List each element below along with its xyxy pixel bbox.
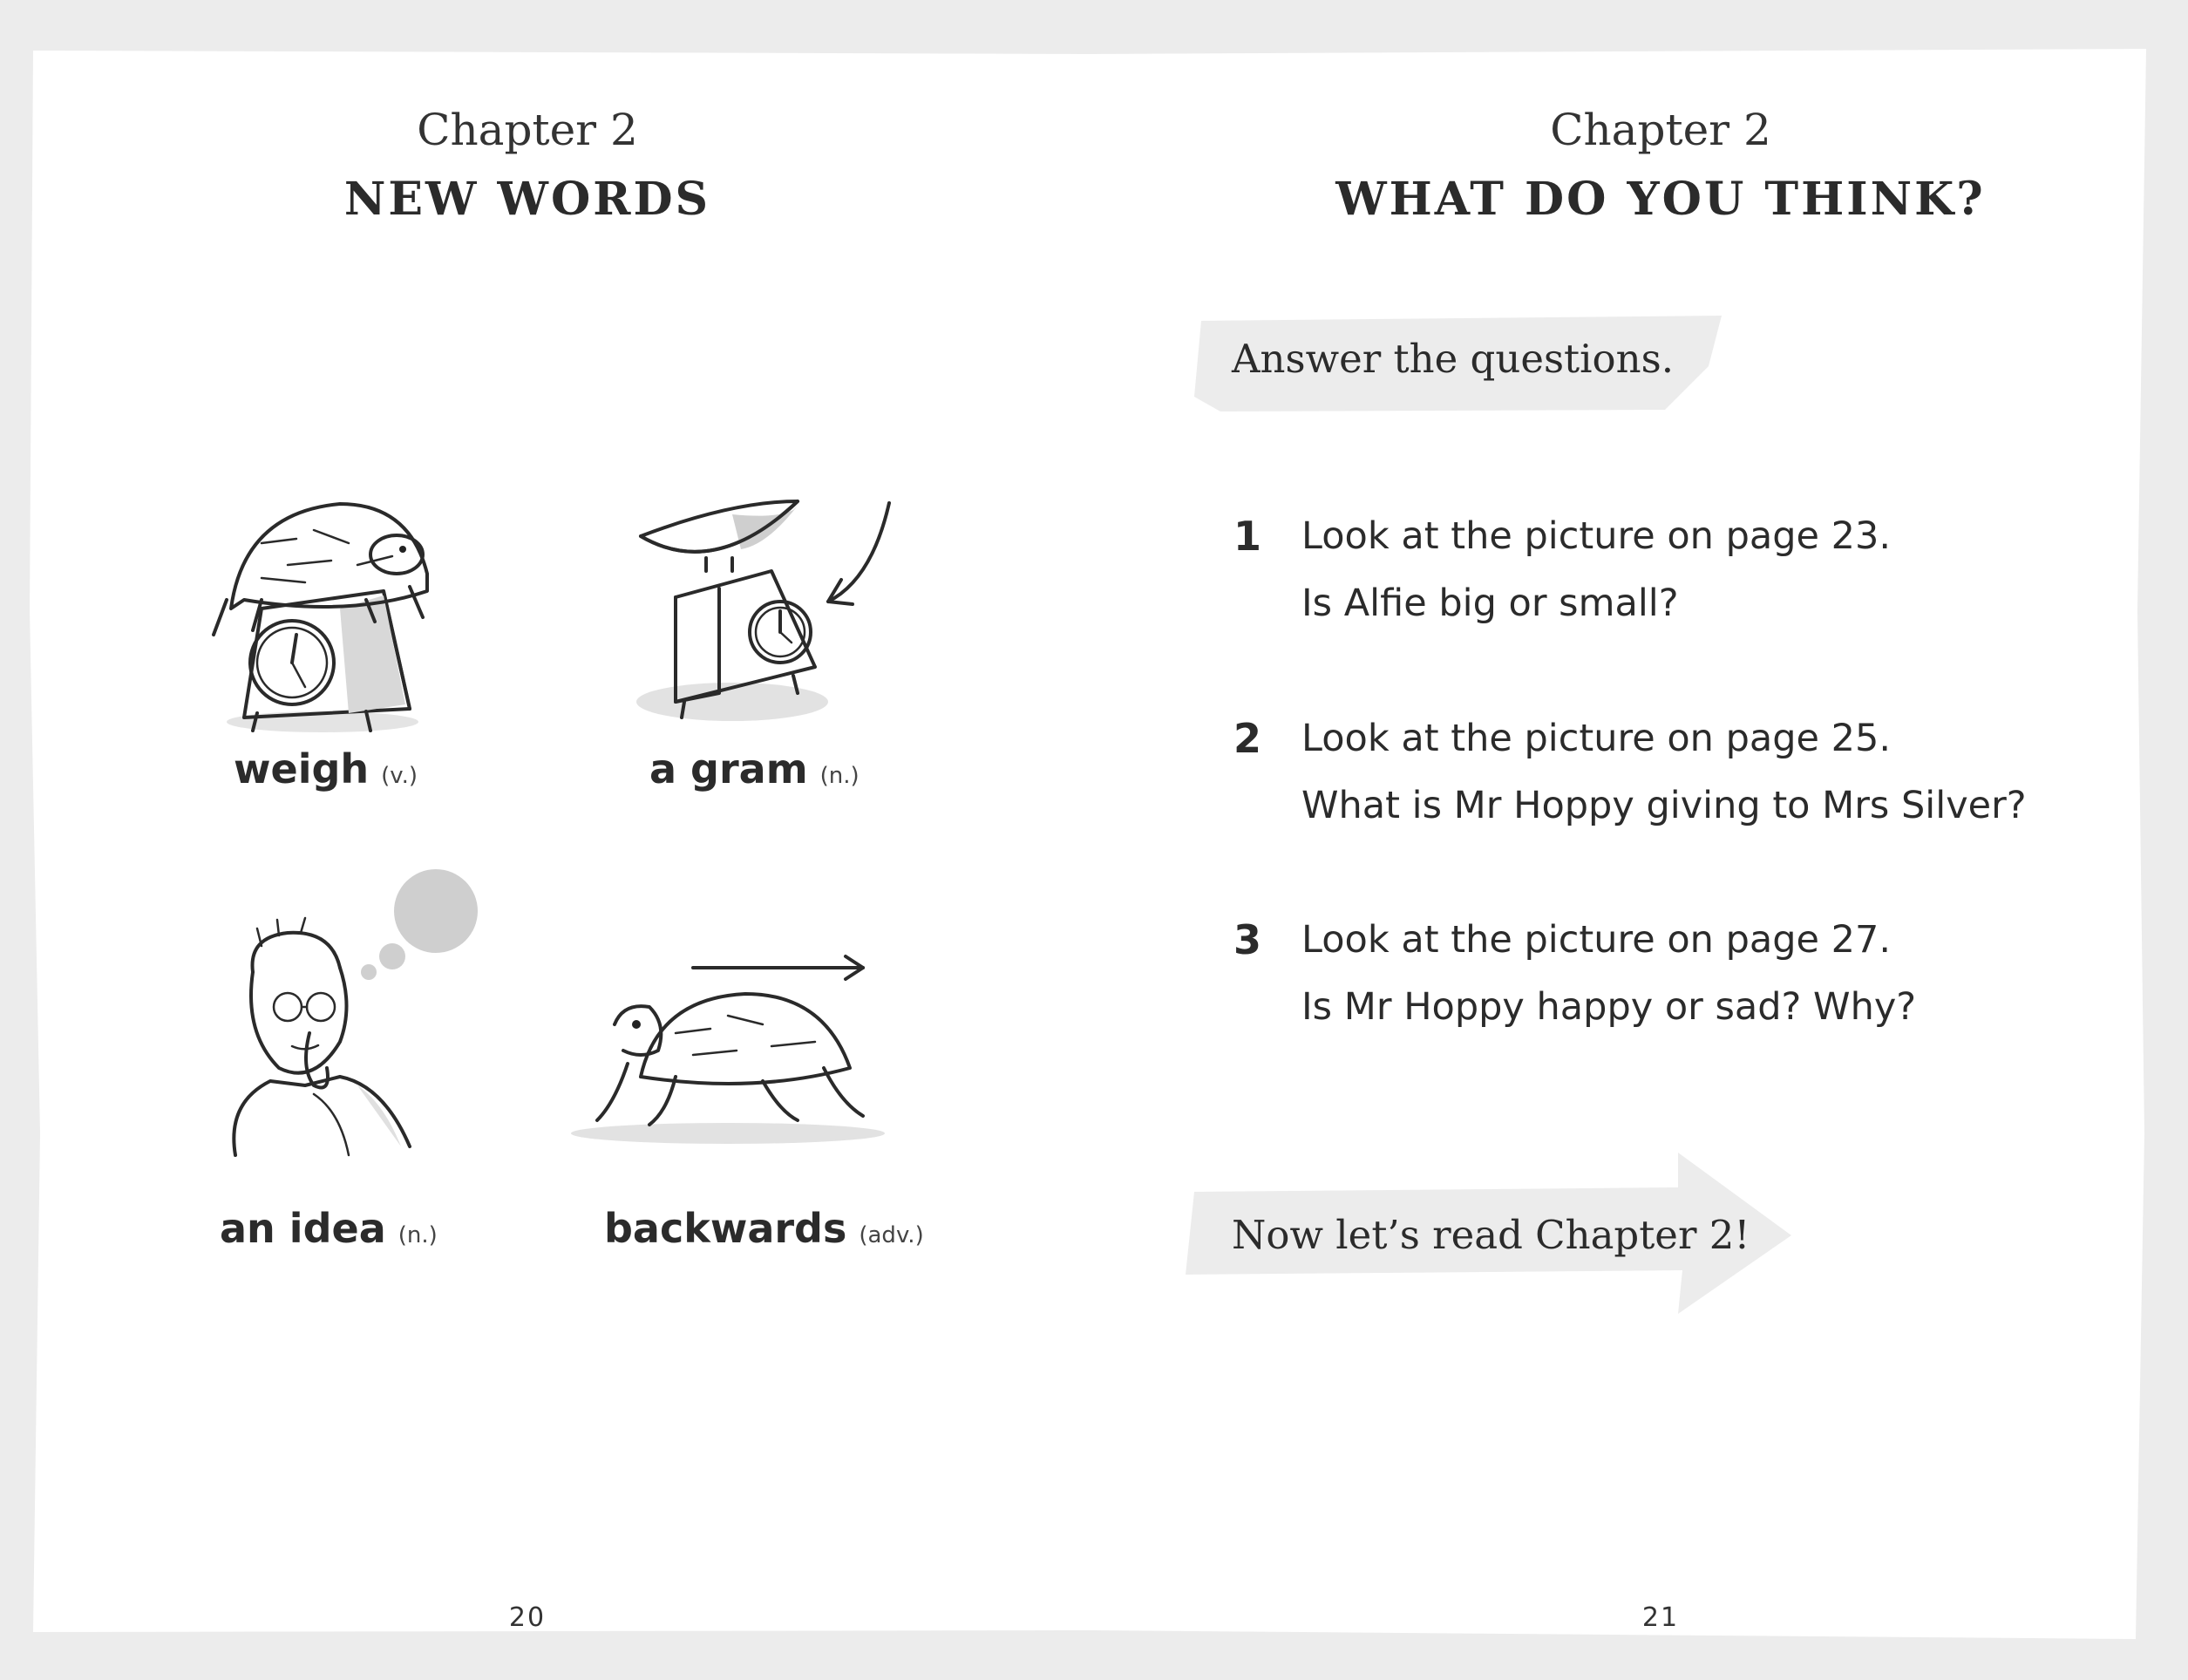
word-backwards [604, 1205, 924, 1252]
closing-text: Now let’s read Chapter 2! [1232, 1212, 1750, 1258]
question-1-line-1: Look at the picture on page 23. [1301, 514, 1892, 558]
right-chapter-label: Chapter 2 [1550, 105, 1771, 155]
right-page-number: 21 [1641, 1602, 1680, 1633]
question-3-line-2: Is Mr Hoppy happy or sad? Why? [1301, 985, 1917, 1029]
word-a-gram [649, 745, 860, 792]
question-2-number: 2 [1233, 715, 1262, 762]
question-2-line-2: What is Mr Hoppy giving to Mrs Silver? [1301, 784, 2027, 827]
question-3-line-1: Look at the picture on page 27. [1301, 918, 1892, 962]
left-chapter-label: Chapter 2 [417, 105, 638, 155]
word-weigh-label: weigh [234, 745, 370, 792]
word-backwards-pos: (adv.) [859, 1222, 924, 1248]
word-weigh-pos: (v.) [381, 763, 418, 789]
right-page-title: WHAT DO YOU THINK? [1335, 173, 1986, 226]
word-an-idea [220, 1205, 438, 1252]
question-2-line-1: Look at the picture on page 25. [1301, 717, 1892, 760]
word-an-idea-label: an idea [220, 1205, 386, 1252]
tortoise-walking-backwards-icon [562, 946, 902, 1155]
question-1-number: 1 [1233, 513, 1262, 560]
word-a-gram-label: a gram [649, 745, 808, 792]
word-weigh [234, 745, 418, 792]
word-a-gram-pos: (n.) [819, 763, 860, 789]
word-an-idea-pos: (n.) [398, 1222, 438, 1248]
instruction-text: Answer the questions. [1232, 336, 1674, 382]
thinking-man-icon [209, 867, 488, 1181]
tortoise-on-scale-icon [209, 478, 436, 739]
question-3-number: 3 [1233, 916, 1262, 963]
question-1-line-2: Is Alfie big or small? [1301, 582, 1679, 625]
left-page-number: 20 [508, 1602, 547, 1633]
kitchen-scale-icon [619, 484, 907, 737]
word-backwards-label: backwards [604, 1205, 847, 1252]
left-page-title: NEW WORDS [343, 173, 711, 226]
